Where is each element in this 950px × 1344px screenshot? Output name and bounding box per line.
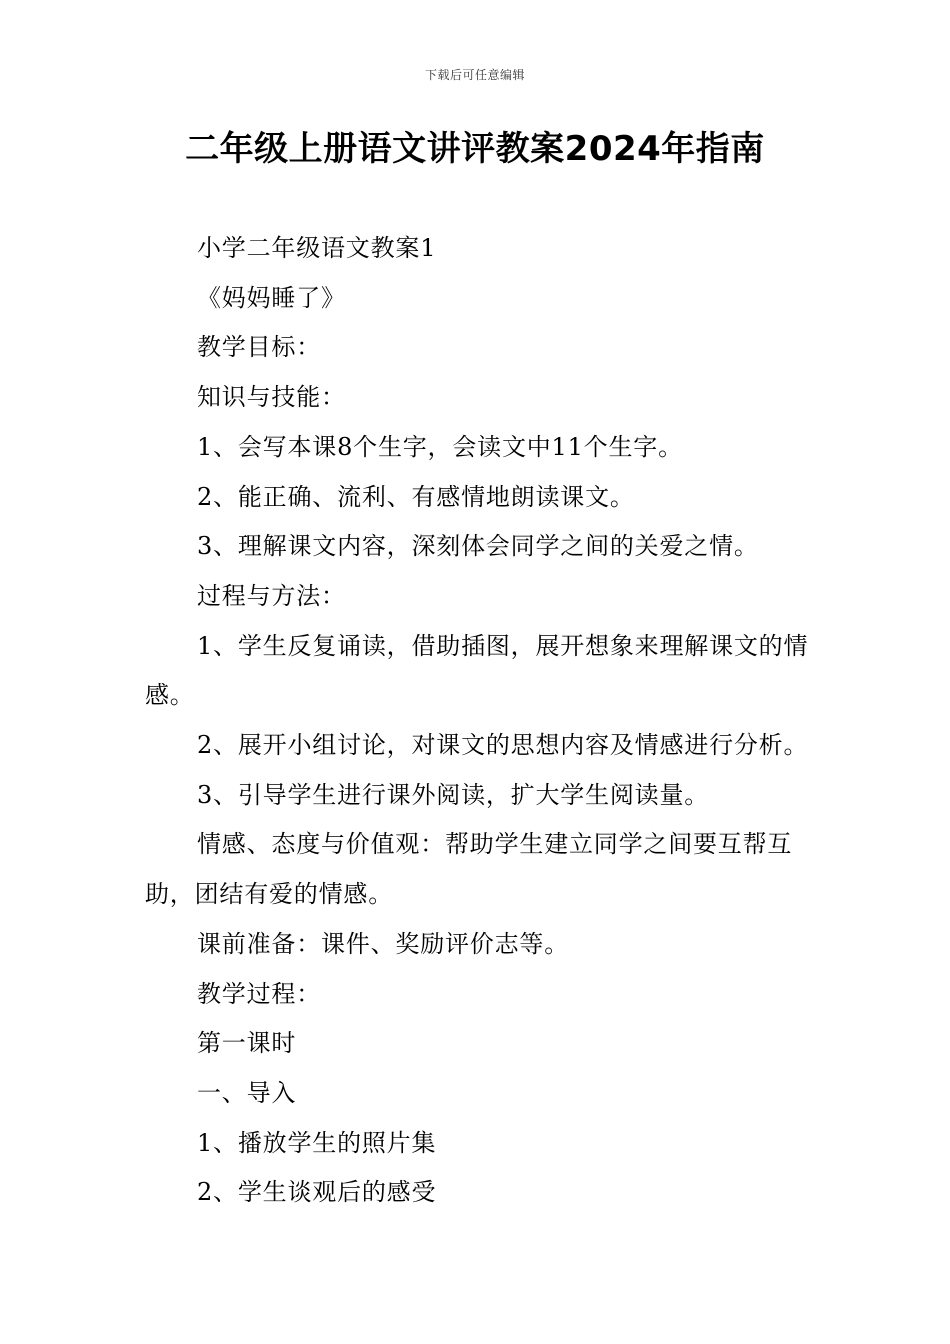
paragraph: 教学过程：: [197, 979, 321, 1008]
header-note: 下载后可任意编辑: [424, 68, 525, 82]
paragraph: 1、播放学生的照片集: [197, 1128, 437, 1157]
paragraph: 一、导入: [197, 1078, 297, 1107]
paragraph: 小学二年级语文教案1: [197, 234, 437, 262]
paragraph: 课前准备：课件、奖励评价志等。: [197, 929, 569, 958]
paragraph: 1、学生反复诵读，借助插图，展开想象来理解课文的情感。: [145, 631, 809, 710]
paragraph: 2、展开小组讨论，对课文的思想内容及情感进行分析。: [197, 731, 809, 760]
paragraph: 3、理解课文内容，深刻体会同学之间的关爱之情。: [197, 532, 759, 561]
paragraph: 知识与技能：: [197, 383, 346, 412]
paragraph: 1、会写本课8个生字，会读文中11个生字。: [197, 432, 683, 461]
paragraph: 2、能正确、流利、有感情地朗读课文。: [197, 482, 635, 511]
paragraph: 2、学生谈观后的感受: [197, 1178, 437, 1207]
paragraph: 《妈妈睡了》: [197, 283, 346, 312]
paragraph: 过程与方法：: [197, 581, 346, 610]
paragraph: 情感、态度与价值观：帮助学生建立同学之间要互帮互助，团结有爱的情感。: [145, 830, 793, 909]
document-body: [145, 224, 810, 1218]
paragraph: 3、引导学生进行课外阅读，扩大学生阅读量。: [197, 780, 710, 809]
document-title: 二年级上册语文讲评教案2024年指南: [185, 129, 765, 169]
paragraph: 教学目标：: [197, 333, 321, 362]
paragraph: 第一课时: [197, 1029, 297, 1058]
